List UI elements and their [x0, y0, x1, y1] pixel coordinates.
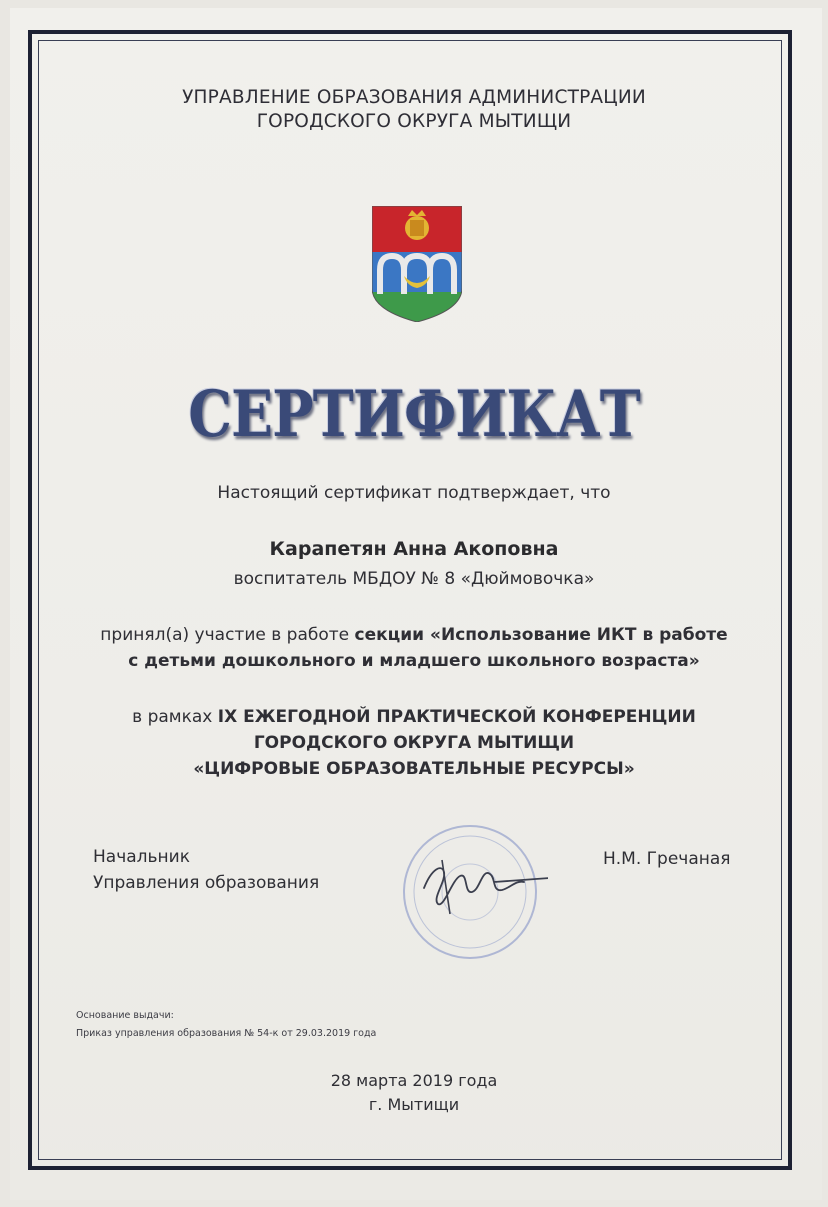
section-name-part-2: с детьми дошкольного и младшего школьного возраста»	[128, 651, 700, 671]
basis-order: Приказ управления образования № 54-к от 29.03.2019 года	[76, 1028, 377, 1039]
conference-name-3: «ЦИФРОВЫЕ ОБРАЗОВАТЕЛЬНЫЕ РЕСУРСЫ»	[193, 759, 635, 779]
section-name-part-1: секции «Использование ИКТ в работе	[354, 625, 728, 645]
conference-line-1	[0, 704, 828, 730]
basis-label: Основание выдачи:	[76, 1010, 174, 1021]
signatory-title-1: Начальник	[93, 847, 190, 867]
conference-name-2: ГОРОДСКОГО ОКРУГА МЫТИЩИ	[253, 733, 575, 753]
intro-text: Настоящий сертификат подтверждает, что	[217, 483, 611, 503]
issue-place: г. Мытищи	[368, 1095, 460, 1114]
conference-prefix: в рамках	[132, 707, 218, 727]
participation-line-1	[0, 622, 828, 648]
authority-line-2: ГОРОДСКОГО ОКРУГА МЫТИЩИ	[256, 111, 572, 132]
signatory-name: Н.М. Гречаная	[603, 849, 731, 869]
official-stamp-icon	[398, 820, 548, 970]
participation-prefix: принял(а) участие в работе	[100, 625, 355, 645]
recipient-position: воспитатель МБДОУ № 8 «Дюймовочка»	[233, 569, 595, 589]
certificate-title: СЕРТИФИКАТ	[188, 377, 640, 452]
conference-name-1: IX ЕЖЕГОДНОЙ ПРАКТИЧЕСКОЙ КОНФЕРЕНЦИИ	[217, 707, 696, 727]
recipient-name: Карапетян Анна Акоповна	[269, 538, 559, 560]
coat-of-arms-icon	[372, 206, 462, 322]
signatory-title-2: Управления образования	[93, 873, 320, 893]
issue-date: 28 марта 2019 года	[330, 1071, 498, 1090]
authority-line-1: УПРАВЛЕНИЕ ОБРАЗОВАНИЯ АДМИНИСТРАЦИИ	[182, 87, 646, 108]
